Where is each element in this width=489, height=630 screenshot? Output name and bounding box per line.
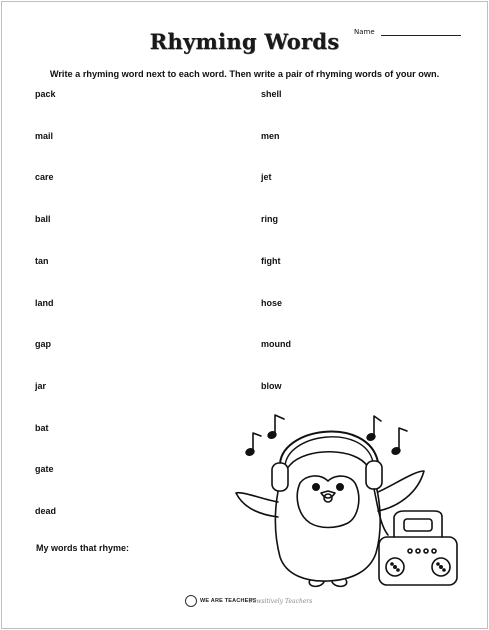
penguin-music-illustration <box>228 407 468 592</box>
word-right-6: hose <box>261 298 283 308</box>
instructions: Write a rhyming word next to each word. Then write a pair of rhyming words of your own. <box>49 69 440 79</box>
pawsitively-teachers-logo <box>249 592 312 610</box>
word-left-8: jar <box>35 381 47 391</box>
word-right-8: blow <box>261 381 282 391</box>
word-left-10: gate <box>35 464 54 474</box>
music-note-icon <box>245 415 284 456</box>
word-right-7: mound <box>261 339 291 349</box>
weareteachers-logo-icon <box>185 595 197 607</box>
name-line[interactable] <box>381 27 461 36</box>
word-right-1: shell <box>261 89 282 99</box>
logo1-text: WE ARE TEACHERS <box>200 598 257 604</box>
word-left-9: bat <box>35 423 49 433</box>
word-left-1: pack <box>35 89 56 99</box>
word-left-3: care <box>35 172 54 182</box>
word-left-5: tan <box>35 256 49 266</box>
name-field[interactable] <box>354 27 461 36</box>
word-left-6: land <box>35 298 54 308</box>
word-right-2: men <box>261 131 280 141</box>
word-left-2: mail <box>35 131 54 141</box>
own-words-label: My words that rhyme: <box>36 543 130 553</box>
word-left-4: ball <box>35 214 51 224</box>
worksheet-title: Rhyming Words <box>149 29 340 54</box>
weareteachers-logo <box>185 592 257 610</box>
word-right-3: jet <box>261 172 272 182</box>
logo2-text: Pawsitively Teachers <box>249 597 313 605</box>
name-label: Name <box>354 28 375 36</box>
word-left-7: gap <box>35 339 52 349</box>
word-right-5: fight <box>261 256 281 266</box>
worksheet-page <box>1 1 488 629</box>
word-left-11: dead <box>35 506 57 516</box>
word-right-4: ring <box>261 214 278 224</box>
